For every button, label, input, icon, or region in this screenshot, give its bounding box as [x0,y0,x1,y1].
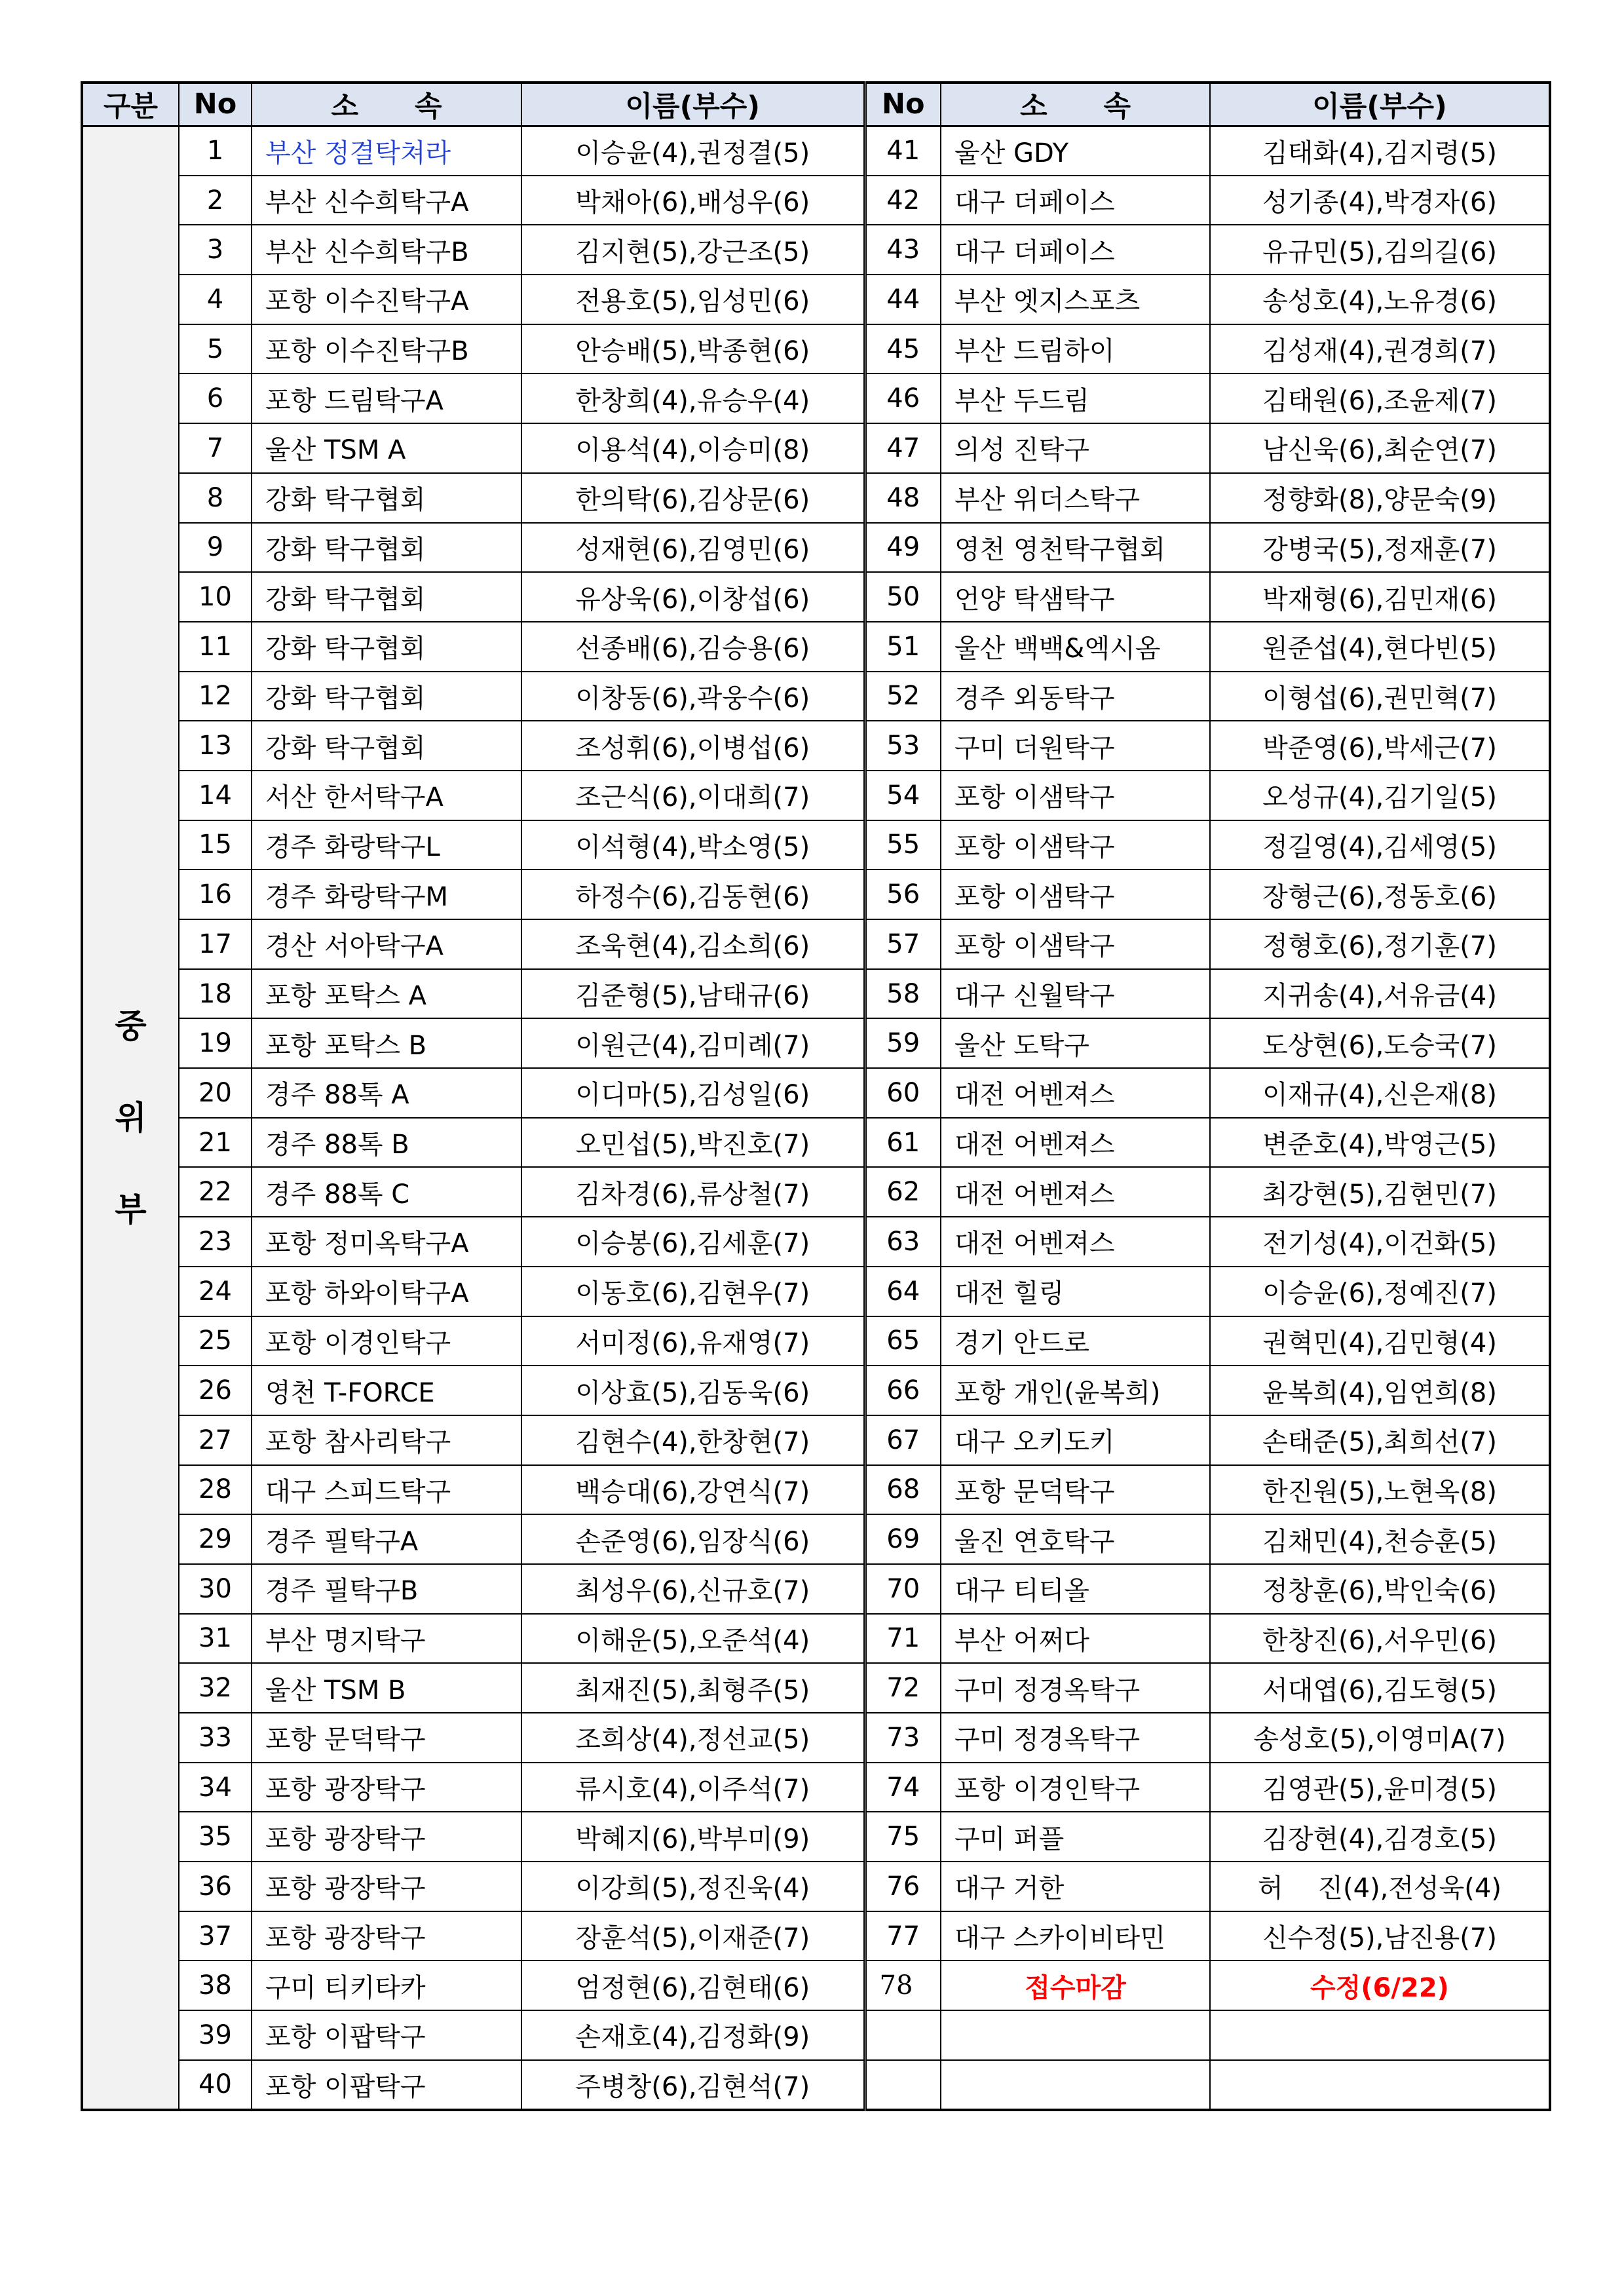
row-number: 65 [865,1316,941,1366]
row-number: 63 [865,1217,941,1267]
club-name: 부산 엣지스포츠 [941,275,1210,324]
player-names: 최강현(5),김현민(7) [1210,1167,1550,1217]
club-name: 경주 필탁구A [252,1514,521,1564]
row-number: 12 [179,672,252,721]
row-number: 2 [179,176,252,225]
row-number: 43 [865,225,941,275]
row-number: 31 [179,1614,252,1664]
player-names: 정향화(8),양문숙(9) [1210,473,1550,523]
player-names: 장형근(6),정동호(6) [1210,870,1550,919]
row-number: 3 [179,225,252,275]
row-number: 56 [865,870,941,919]
player-names: 송성호(5),이영미A(7) [1210,1713,1550,1763]
row-number: 69 [865,1514,941,1564]
player-names: 이창동(6),곽웅수(6) [521,672,865,721]
club-name: 강화 탁구협회 [252,721,521,771]
player-names: 손재호(4),김정화(9) [521,2010,865,2060]
row-number: 4 [179,275,252,324]
row-number: 47 [865,423,941,473]
player-names: 안승배(5),박종현(6) [521,324,865,374]
player-names: 정형호(6),정기훈(7) [1210,919,1550,969]
club-name: 포항 광장탁구 [252,1812,521,1862]
club-name: 포항 정미옥탁구A [252,1217,521,1267]
row-number: 27 [179,1415,252,1465]
table-row [82,1118,1550,1168]
row-number: 14 [179,771,252,820]
row-number: 38 [179,1961,252,2010]
player-names: 박혜지(6),박부미(9) [521,1812,865,1862]
row-number: 55 [865,820,941,870]
player-names: 오성규(4),김기일(5) [1210,771,1550,820]
club-name: 울산 TSM B [252,1663,521,1713]
row-number: 75 [865,1812,941,1862]
row-number: 45 [865,324,941,374]
row-number [865,2060,941,2110]
player-names: 이강희(5),정진욱(4) [521,1862,865,1911]
row-number: 61 [865,1118,941,1168]
row-number: 57 [865,919,941,969]
row-number: 42 [865,176,941,225]
row-number: 1 [179,126,252,176]
row-number: 30 [179,1564,252,1614]
club-name: 포항 이샘탁구 [941,771,1210,820]
player-names: 김차경(6),류상철(7) [521,1167,865,1217]
category-label-char: 중 [115,1006,147,1045]
player-names: 김영관(5),윤미경(5) [1210,1763,1550,1812]
row-number: 23 [179,1217,252,1267]
club-name: 경주 필탁구B [252,1564,521,1614]
row-number: 20 [179,1068,252,1118]
club-name: 대구 더페이스 [941,225,1210,275]
player-names: 이승봉(6),김세훈(7) [521,1217,865,1267]
club-name [941,2010,1210,2060]
club-name: 포항 이경인탁구 [941,1763,1210,1812]
row-number: 10 [179,572,252,622]
table-row [82,1267,1550,1316]
row-number: 28 [179,1465,252,1515]
table-row [82,1763,1550,1812]
club-name: 경주 화랑탁구L [252,820,521,870]
row-number: 51 [865,622,941,672]
club-name: 포항 포탁스 B [252,1018,521,1068]
row-number: 67 [865,1415,941,1465]
club-name: 포항 하와이탁구A [252,1267,521,1316]
row-number: 70 [865,1564,941,1614]
table-row [82,473,1550,523]
club-name: 경산 서아탁구A [252,919,521,969]
row-number: 41 [865,126,941,176]
category-label-char: 부 [115,1190,147,1229]
club-name: 울산 TSM A [252,423,521,473]
club-name: 포항 광장탁구 [252,1911,521,1961]
row-number: 46 [865,373,941,423]
table-row [82,423,1550,473]
player-names: 류시호(4),이주석(7) [521,1763,865,1812]
club-name: 대구 오키도키 [941,1415,1210,1465]
club-name: 울산 GDY [941,126,1210,176]
row-number: 15 [179,820,252,870]
table-row [82,1465,1550,1515]
row-number: 52 [865,672,941,721]
registration-table [81,81,1551,2111]
player-names: 정길영(4),김세영(5) [1210,820,1550,870]
table-row [82,1812,1550,1862]
club-name: 경기 안드로 [941,1316,1210,1366]
player-names: 이디마(5),김성일(6) [521,1068,865,1118]
row-number: 16 [179,870,252,919]
player-names: 이석형(4),박소영(5) [521,820,865,870]
row-number: 50 [865,572,941,622]
player-names: 서대엽(6),김도형(5) [1210,1663,1550,1713]
player-names: 이해운(5),오준석(4) [521,1614,865,1664]
player-names: 손태준(5),최희선(7) [1210,1415,1550,1465]
club-name: 경주 화랑탁구M [252,870,521,919]
club-name: 구미 티키타카 [252,1961,521,2010]
row-number: 34 [179,1763,252,1812]
table-row [82,1018,1550,1068]
player-names: 오민섭(5),박진호(7) [521,1118,865,1168]
row-number: 62 [865,1167,941,1217]
row-number: 33 [179,1713,252,1763]
club-name: 포항 이경인탁구 [252,1316,521,1366]
table-row [82,969,1550,1019]
club-name: 서산 한서탁구A [252,771,521,820]
row-number: 44 [865,275,941,324]
row-number: 54 [865,771,941,820]
player-names: 하정수(6),김동현(6) [521,870,865,919]
player-names: 권혁민(4),김민형(4) [1210,1316,1550,1366]
club-name: 대구 더페이스 [941,176,1210,225]
player-names: 조희상(4),정선교(5) [521,1713,865,1763]
club-name: 구미 정경옥탁구 [941,1713,1210,1763]
club-name: 포항 이샘탁구 [941,820,1210,870]
player-names: 이용석(4),이승미(8) [521,423,865,473]
club-name: 영천 영천탁구협회 [941,523,1210,573]
player-names: 김성재(4),권경희(7) [1210,324,1550,374]
player-names: 윤복희(4),임연희(8) [1210,1366,1550,1415]
row-number: 77 [865,1911,941,1961]
player-names: 변준호(4),박영근(5) [1210,1118,1550,1168]
player-names: 김채민(4),천승훈(5) [1210,1514,1550,1564]
revision-notice: 수정(6/22) [1210,1961,1550,2010]
header-name-right: 이름(부수) [1210,83,1550,126]
club-name: 대구 신월탁구 [941,969,1210,1019]
player-names: 최재진(5),최형주(5) [521,1663,865,1713]
category-cell [82,126,179,2110]
player-names: 송성호(4),노유경(6) [1210,275,1550,324]
table-row [82,1366,1550,1415]
row-number: 37 [179,1911,252,1961]
table-row [82,373,1550,423]
player-names: 손준영(6),임장식(6) [521,1514,865,1564]
row-number: 76 [865,1862,941,1911]
player-names: 원준섭(4),현다빈(5) [1210,622,1550,672]
row-number: 48 [865,473,941,523]
table-row [82,225,1550,275]
club-name: 포항 포탁스 A [252,969,521,1019]
row-number [865,2010,941,2060]
row-number: 6 [179,373,252,423]
row-number: 29 [179,1514,252,1564]
table-row [82,324,1550,374]
player-names: 서미정(6),유재영(7) [521,1316,865,1366]
club-name: 강화 탁구협회 [252,523,521,573]
player-names: 백승대(6),강연식(7) [521,1465,865,1515]
table-row [82,919,1550,969]
table-row [82,1961,1550,2010]
row-number: 5 [179,324,252,374]
player-names: 이원근(4),김미례(7) [521,1018,865,1068]
table-row [82,176,1550,225]
row-number: 36 [179,1862,252,1911]
row-number: 21 [179,1118,252,1168]
row-number: 58 [865,969,941,1019]
player-names: 전용호(5),임성민(6) [521,275,865,324]
player-names: 박재형(6),김민재(6) [1210,572,1550,622]
club-name: 부산 신수희탁구B [252,225,521,275]
club-name: 부산 신수희탁구A [252,176,521,225]
club-name: 대전 어벤져스 [941,1217,1210,1267]
player-names: 김태화(4),김지령(5) [1210,126,1550,176]
player-names: 조욱현(4),김소희(6) [521,919,865,969]
player-names: 유상욱(6),이창섭(6) [521,572,865,622]
club-name: 경주 88톡 A [252,1068,521,1118]
player-names: 한창희(4),유승우(4) [521,373,865,423]
row-number: 39 [179,2010,252,2060]
header-no-left: No [179,83,252,126]
player-names: 이승윤(4),권정결(5) [521,126,865,176]
row-number: 49 [865,523,941,573]
table-row [82,672,1550,721]
club-name: 포항 참사리탁구 [252,1415,521,1465]
club-name: 포항 개인(윤복희) [941,1366,1210,1415]
table-row [82,1415,1550,1465]
table-row [82,721,1550,771]
club-name: 경주 88톡 C [252,1167,521,1217]
player-names: 김현수(4),한창현(7) [521,1415,865,1465]
table-row [82,820,1550,870]
player-names [1210,2010,1550,2060]
player-names: 도상현(6),도승국(7) [1210,1018,1550,1068]
player-names: 유규민(5),김의길(6) [1210,225,1550,275]
player-names: 조성휘(6),이병섭(6) [521,721,865,771]
club-name: 구미 정경옥탁구 [941,1663,1210,1713]
player-names: 성기종(4),박경자(6) [1210,176,1550,225]
table-row [82,2010,1550,2060]
club-name: 포항 이수진탁구B [252,324,521,374]
club-name: 포항 드림탁구A [252,373,521,423]
table-row [82,1217,1550,1267]
header-club-left: 소 속 [252,83,521,126]
player-names: 강병국(5),정재훈(7) [1210,523,1550,573]
player-names: 이승윤(6),정예진(7) [1210,1267,1550,1316]
player-names: 한의탁(6),김상문(6) [521,473,865,523]
club-name: 대전 어벤져스 [941,1118,1210,1168]
table-row [82,870,1550,919]
player-names: 엄정현(6),김현태(6) [521,1961,865,2010]
player-names: 주병창(6),김현석(7) [521,2060,865,2110]
player-names: 김장현(4),김경호(5) [1210,1812,1550,1862]
category-label-char: 위 [115,1098,147,1137]
table-row [82,771,1550,820]
table-row [82,1862,1550,1911]
club-name: 울진 연호탁구 [941,1514,1210,1564]
row-number: 64 [865,1267,941,1316]
table-row [82,1663,1550,1713]
club-name: 강화 탁구협회 [252,622,521,672]
row-number: 25 [179,1316,252,1366]
row-number: 24 [179,1267,252,1316]
row-number: 74 [865,1763,941,1812]
player-names: 정창훈(6),박인숙(6) [1210,1564,1550,1614]
player-names [1210,2060,1550,2110]
player-names: 신수정(5),남진용(7) [1210,1911,1550,1961]
table-row [82,523,1550,573]
club-name: 구미 더원탁구 [941,721,1210,771]
table-row [82,1316,1550,1366]
row-number: 26 [179,1366,252,1415]
row-number: 17 [179,919,252,969]
row-number: 7 [179,423,252,473]
table-row [82,1614,1550,1664]
row-number: 40 [179,2060,252,2110]
row-number: 9 [179,523,252,573]
row-number: 11 [179,622,252,672]
player-names: 이상효(5),김동욱(6) [521,1366,865,1415]
club-name: 포항 이수진탁구A [252,275,521,324]
player-names: 박채아(6),배성우(6) [521,176,865,225]
player-names: 장훈석(5),이재준(7) [521,1911,865,1961]
club-name: 부산 어쩌다 [941,1614,1210,1664]
club-name: 포항 문덕탁구 [252,1713,521,1763]
player-names: 한진원(5),노현옥(8) [1210,1465,1550,1515]
player-names: 김준형(5),남태규(6) [521,969,865,1019]
row-number: 71 [865,1614,941,1664]
club-name: 의성 진탁구 [941,423,1210,473]
table-row [82,275,1550,324]
club-name: 구미 퍼플 [941,1812,1210,1862]
club-name [941,2060,1210,2110]
row-number: 18 [179,969,252,1019]
table-row [82,572,1550,622]
club-name: 부산 드림하이 [941,324,1210,374]
row-number: 8 [179,473,252,523]
club-name: 부산 정결탁쳐라 [252,126,521,176]
club-name: 포항 이팝탁구 [252,2060,521,2110]
club-name: 포항 이샘탁구 [941,870,1210,919]
club-name: 강화 탁구협회 [252,473,521,523]
club-name: 부산 명지탁구 [252,1614,521,1664]
row-number: 35 [179,1812,252,1862]
club-name: 포항 이팝탁구 [252,2010,521,2060]
club-name: 대구 스카이비타민 [941,1911,1210,1961]
club-name: 포항 광장탁구 [252,1862,521,1911]
player-names: 선종배(6),김승용(6) [521,622,865,672]
club-name: 경주 외동탁구 [941,672,1210,721]
player-names: 남신욱(6),최순연(7) [1210,423,1550,473]
player-names: 이형섭(6),권민혁(7) [1210,672,1550,721]
club-name: 부산 두드림 [941,373,1210,423]
row-number: 32 [179,1663,252,1713]
header-category: 구분 [82,83,179,126]
table-row [82,1167,1550,1217]
row-number: 22 [179,1167,252,1217]
table-row [82,1068,1550,1118]
closing-notice: 접수마감 [941,1961,1210,2010]
club-name: 대전 어벤져스 [941,1167,1210,1217]
table-row [82,622,1550,672]
club-name: 포항 이샘탁구 [941,919,1210,969]
table-header-row [82,83,1550,126]
player-names: 성재현(6),김영민(6) [521,523,865,573]
row-number: 78 [865,1961,941,2010]
row-number: 66 [865,1366,941,1415]
club-name: 경주 88톡 B [252,1118,521,1168]
header-name-left: 이름(부수) [521,83,865,126]
player-names: 이동호(6),김현우(7) [521,1267,865,1316]
club-name: 포항 광장탁구 [252,1763,521,1812]
player-names: 김지현(5),강근조(5) [521,225,865,275]
club-name: 강화 탁구협회 [252,572,521,622]
club-name: 강화 탁구협회 [252,672,521,721]
header-club-right: 소 속 [941,83,1210,126]
club-name: 포항 문덕탁구 [941,1465,1210,1515]
row-number: 72 [865,1663,941,1713]
table-row [82,1514,1550,1564]
player-names: 조근식(6),이대희(7) [521,771,865,820]
club-name: 부산 위더스탁구 [941,473,1210,523]
header-no-right: No [865,83,941,126]
row-number: 73 [865,1713,941,1763]
table-row [82,1911,1550,1961]
table-row [82,2060,1550,2110]
row-number: 53 [865,721,941,771]
club-name: 대구 스피드탁구 [252,1465,521,1515]
row-number: 60 [865,1068,941,1118]
club-name: 대구 티티올 [941,1564,1210,1614]
player-names: 박준영(6),박세근(7) [1210,721,1550,771]
club-name: 울산 도탁구 [941,1018,1210,1068]
club-name: 영천 T-FORCE [252,1366,521,1415]
row-number: 13 [179,721,252,771]
player-names: 최성우(6),신규호(7) [521,1564,865,1614]
club-name: 울산 백백&엑시옴 [941,622,1210,672]
player-names: 지귀송(4),서유금(4) [1210,969,1550,1019]
table-row [82,126,1550,176]
player-names: 전기성(4),이건화(5) [1210,1217,1550,1267]
club-name: 언양 탁샘탁구 [941,572,1210,622]
row-number: 59 [865,1018,941,1068]
player-names: 이재규(4),신은재(8) [1210,1068,1550,1118]
club-name: 대전 힐링 [941,1267,1210,1316]
player-names: 한창진(6),서우민(6) [1210,1614,1550,1664]
table-row [82,1713,1550,1763]
player-names: 김태원(6),조윤제(7) [1210,373,1550,423]
table-row [82,1564,1550,1614]
player-names: 허 진(4),전성욱(4) [1210,1862,1550,1911]
row-number: 68 [865,1465,941,1515]
club-name: 대전 어벤져스 [941,1068,1210,1118]
row-number: 19 [179,1018,252,1068]
club-name: 대구 거한 [941,1862,1210,1911]
